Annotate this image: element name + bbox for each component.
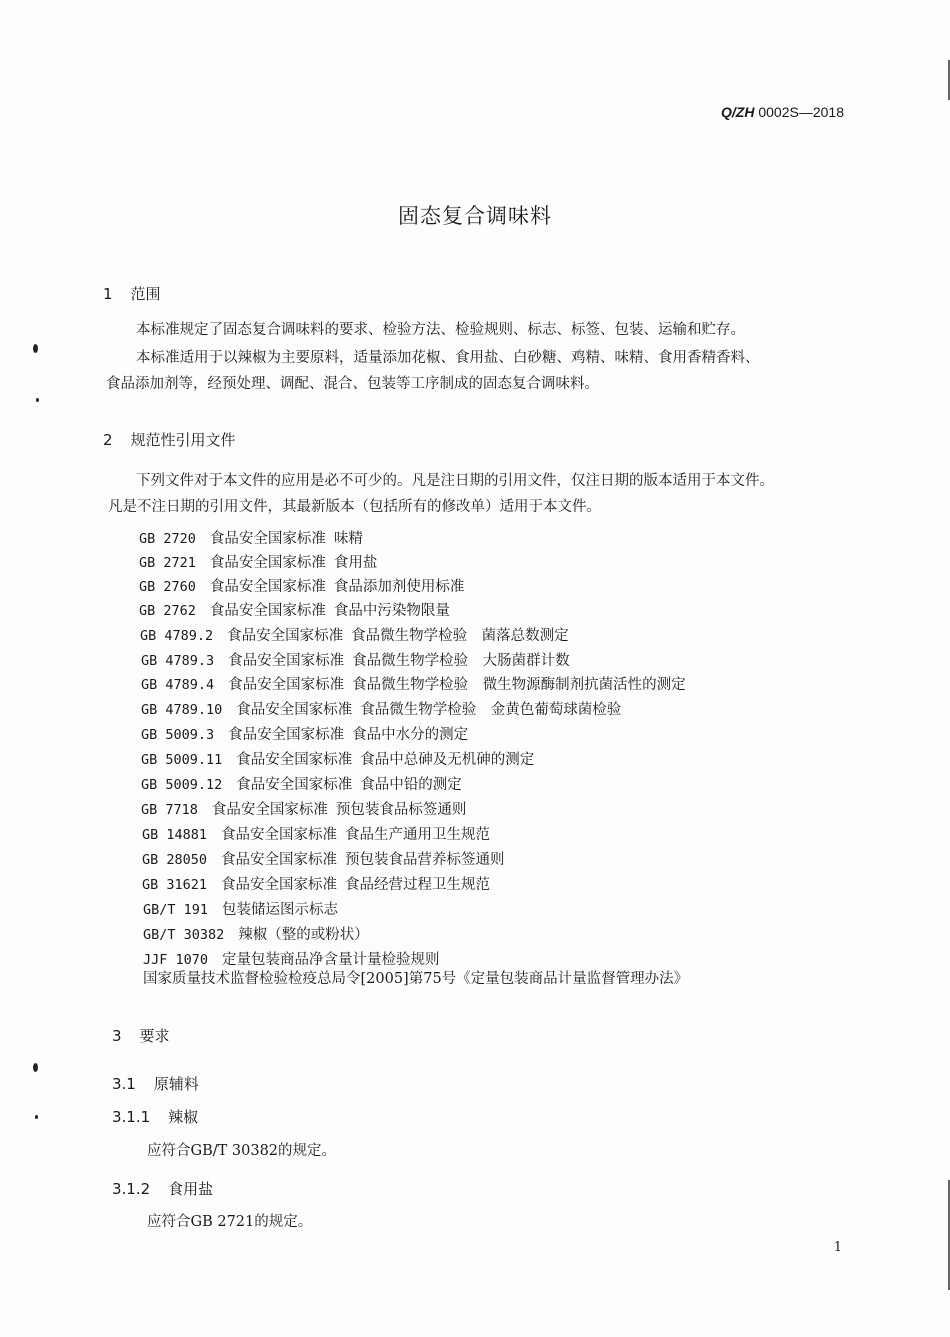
reference-title-part2: 食品经营过程卫生规范 — [345, 877, 491, 893]
section-3-heading — [112, 1025, 170, 1046]
reference-code: GB 4789.4 — [141, 677, 215, 693]
reference-title-part1: 食品安全国家标准 — [209, 555, 326, 571]
reference-code: GB 2762 — [139, 603, 196, 619]
reference-title-part2: 味精 — [333, 531, 363, 547]
binding-hole-mark — [35, 1115, 38, 1119]
reference-code: GB 4789.3 — [141, 653, 215, 669]
reference-title-part2: 食品中水分的测定 — [352, 727, 469, 743]
reference-title-part1: 食品安全国家标准 — [236, 702, 353, 718]
section-title: 范围 — [130, 285, 161, 303]
reference-title-part1: 食品安全国家标准 — [209, 579, 326, 595]
subsection-number: 3.1 — [112, 1075, 136, 1093]
reference-title-part2: 食品微生物学检验 大肠菌群计数 — [352, 653, 570, 669]
reference-title-part1: 食品安全国家标准 — [236, 777, 353, 793]
reference-item — [139, 551, 377, 572]
subsection-3-1-heading — [112, 1073, 199, 1094]
reference-title-part1: 食品安全国家标准 — [228, 727, 345, 743]
reference-title-part1: 食品安全国家标准 — [211, 802, 328, 818]
reference-decree: 国家质量技术监督检验检疫总局令[2005]第75号《定量包装商品计量监督管理办法》 — [143, 971, 689, 987]
reference-title-part1: 食品安全国家标准 — [221, 852, 338, 868]
paragraph: 下列文件对于本文件的应用是必不可少的。凡是注日期的引用文件，仅注日期的版本适用于本文件。 — [136, 473, 774, 489]
paragraph: 应符合GB/T 30382的规定。 — [147, 1143, 337, 1159]
reference-title-part1: 食品安全国家标准 — [236, 752, 353, 768]
reference-title-part1: 定量包装商品净含量计量检验规则 — [222, 952, 440, 968]
reference-title-part1: 食品安全国家标准 — [228, 677, 345, 693]
reference-title-part2: 食品中总砷及无机砷的测定 — [360, 752, 535, 768]
paragraph-continued: 食品添加剂等，经预处理、调配、混合、包装等工序制成的固态复合调味料。 — [106, 376, 599, 392]
section-title: 要求 — [139, 1027, 170, 1045]
reference-item — [142, 823, 490, 844]
reference-item — [141, 798, 466, 819]
standard-code-prefix: Q/ZH — [721, 104, 755, 120]
reference-item — [141, 748, 534, 769]
reference-title-part1: 食品安全国家标准 — [228, 653, 345, 669]
reference-title-part1: 食品安全国家标准 — [209, 603, 326, 619]
section-number: 1 — [103, 285, 113, 303]
reference-code: GB 31621 — [142, 877, 208, 893]
paragraph-continued: 凡是不注日期的引用文件，其最新版本（包括所有的修改单）适用于本文件。 — [108, 499, 601, 515]
paragraph: 应符合GB 2721的规定。 — [147, 1214, 313, 1230]
reference-item — [141, 698, 621, 719]
reference-item — [141, 773, 462, 794]
reference-item — [140, 624, 569, 645]
reference-title-part2: 食品中铅的测定 — [360, 777, 462, 793]
reference-item — [143, 898, 346, 919]
subsection-title: 食用盐 — [168, 1180, 214, 1198]
subsection-number: 3.1.2 — [112, 1180, 151, 1198]
reference-code: GB 14881 — [142, 827, 208, 843]
paragraph: 本标准规定了固态复合调味料的要求、检验方法、检验规则、标志、标签、包装、运输和贮存。 — [136, 322, 745, 338]
reference-item — [142, 873, 490, 894]
subsection-3-1-1-heading — [112, 1106, 198, 1127]
subsection-number: 3.1.1 — [112, 1108, 151, 1126]
reference-title-part2: 预包装食品标签通则 — [335, 802, 467, 818]
reference-title-part2: 食品生产通用卫生规范 — [345, 827, 491, 843]
page-number: 1 — [833, 1240, 842, 1255]
reference-item — [141, 673, 686, 694]
reference-title-part1: 食品安全国家标准 — [221, 827, 338, 843]
reference-code: GB 5009.12 — [141, 777, 223, 793]
reference-code: GB 7718 — [141, 802, 198, 818]
binding-hole-mark — [36, 398, 39, 402]
reference-title-part2: 食品添加剂使用标准 — [333, 579, 465, 595]
reference-title-part2: 预包装食品营养标签通则 — [345, 852, 505, 868]
reference-code: JJF 1070 — [143, 952, 209, 968]
reference-item — [143, 948, 448, 969]
reference-title-part2: 食品中污染物限量 — [333, 603, 450, 619]
reference-title-part1: 食品安全国家标准 — [227, 628, 344, 644]
section-2-heading — [103, 429, 236, 450]
section-number: 3 — [112, 1027, 122, 1045]
reference-item — [143, 923, 377, 944]
reference-title-part1: 辣椒（整的或粉状） — [238, 927, 369, 943]
section-number: 2 — [103, 431, 113, 449]
reference-item — [141, 723, 468, 744]
subsection-title: 辣椒 — [168, 1108, 199, 1126]
document-title: 固态复合调味料 — [398, 204, 552, 228]
binding-hole-mark — [33, 344, 38, 353]
reference-item — [142, 848, 505, 869]
reference-title-part1: 食品安全国家标准 — [221, 877, 338, 893]
reference-item — [139, 527, 363, 548]
reference-code: GB 2760 — [139, 579, 196, 595]
reference-code: GB 5009.11 — [141, 752, 223, 768]
reference-title-part1: 食品安全国家标准 — [209, 531, 326, 547]
reference-title-part2: 食品微生物学检验 金黄色葡萄球菌检验 — [360, 702, 622, 718]
reference-code: GB 5009.3 — [141, 727, 215, 743]
reference-code: GB/T 191 — [143, 902, 209, 918]
reference-code: GB 4789.2 — [140, 628, 214, 644]
standard-code — [721, 104, 844, 120]
reference-code: GB 2720 — [139, 531, 196, 547]
standard-code-number: 0002S—2018 — [758, 104, 844, 120]
reference-title-part1: 包装储运图示标志 — [222, 902, 339, 918]
reference-item — [139, 575, 464, 596]
subsection-3-1-2-heading — [112, 1178, 213, 1199]
reference-title-part2: 食品微生物学检验 微生物源酶制剂抗菌活性的测定 — [352, 677, 686, 693]
section-1-heading — [103, 283, 161, 304]
reference-code: GB 2721 — [139, 555, 196, 571]
binding-hole-mark — [33, 1063, 38, 1072]
section-title: 规范性引用文件 — [130, 431, 236, 449]
reference-code: GB 28050 — [142, 852, 208, 868]
reference-item — [141, 649, 570, 670]
paragraph: 本标准适用于以辣椒为主要原料，适量添加花椒、食用盐、白砂糖、鸡精、味精、食用香精香料、 — [136, 350, 760, 366]
reference-item — [139, 599, 450, 620]
reference-code: GB/T 30382 — [143, 927, 225, 943]
reference-title-part2: 食品微生物学检验 菌落总数测定 — [351, 628, 569, 644]
reference-code: GB 4789.10 — [141, 702, 223, 718]
subsection-title: 原辅料 — [153, 1075, 199, 1093]
reference-title-part2: 食用盐 — [333, 555, 378, 571]
